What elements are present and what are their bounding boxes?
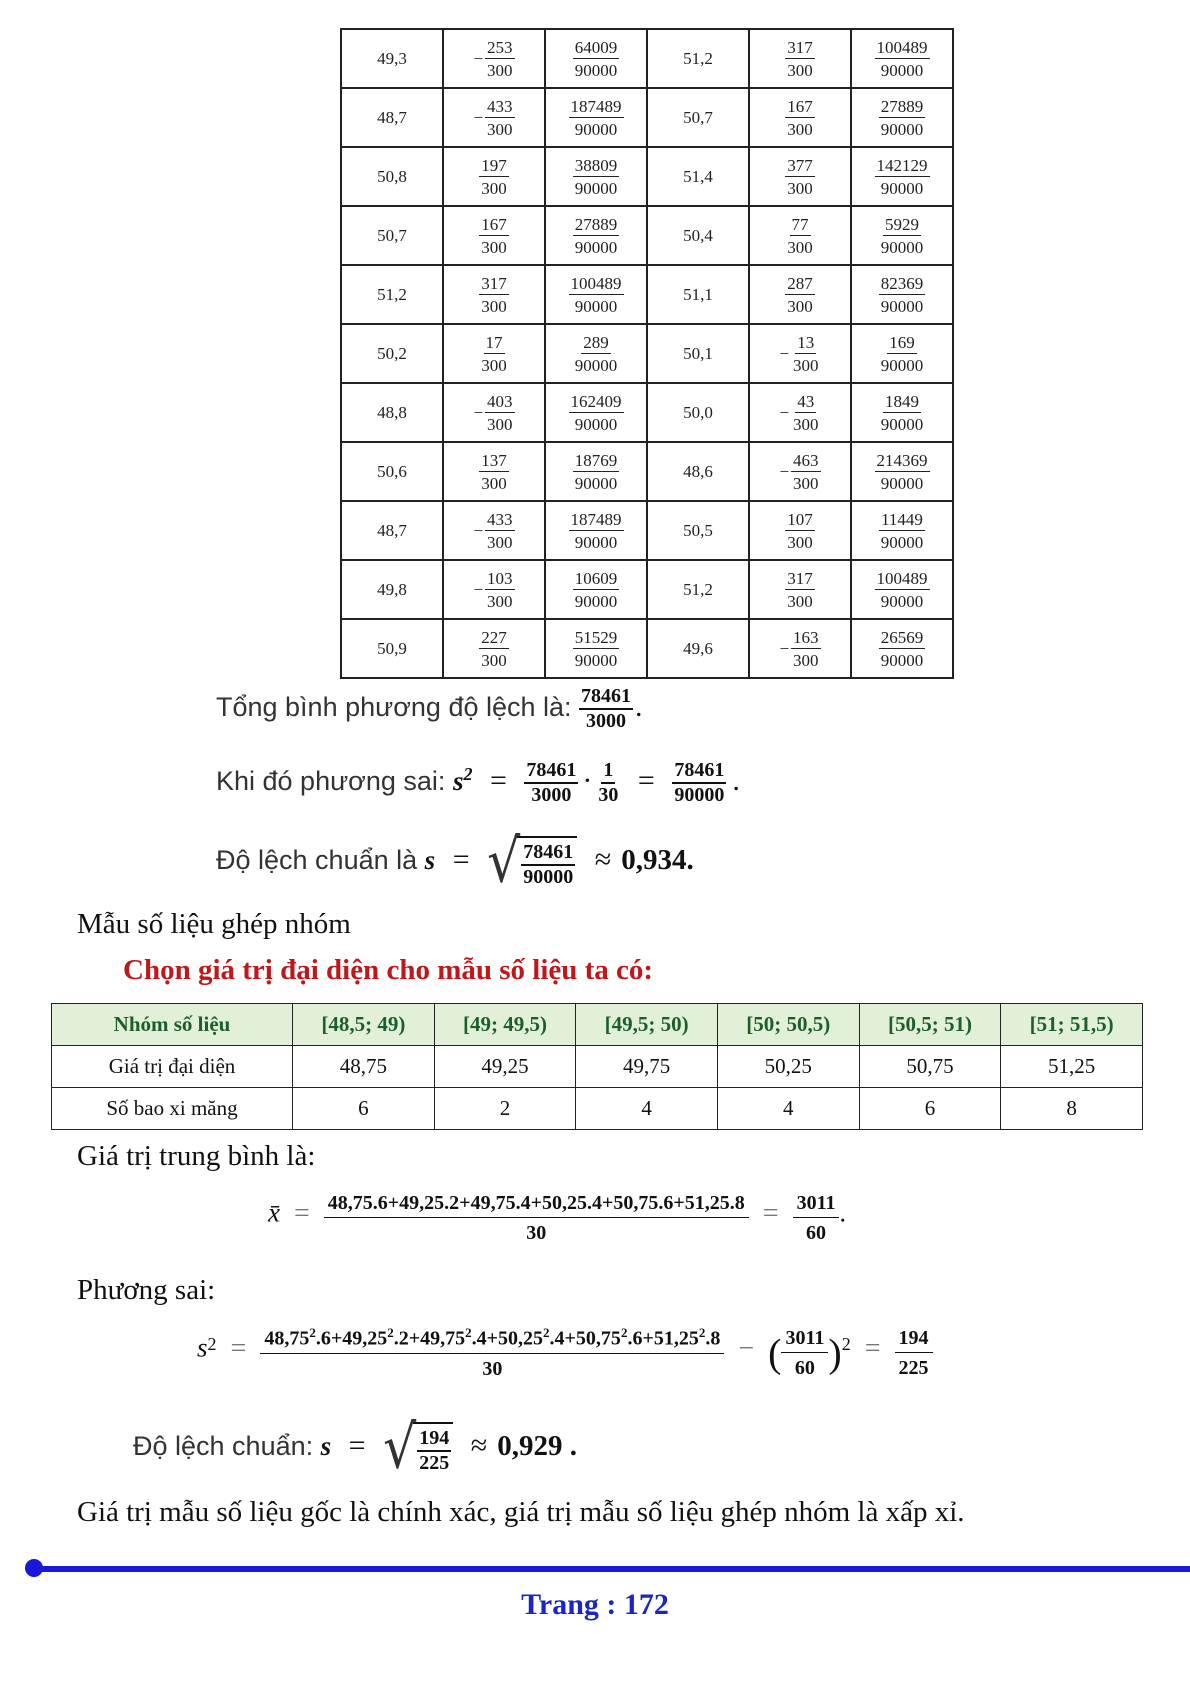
value-cell: 48,7 <box>341 501 443 560</box>
deviation-cell: $\frac{377}{300}$ <box>749 147 851 206</box>
sum-squares-line: Tổng bình phương độ lệch là: $\frac{78461}{3000}$ . <box>216 685 643 732</box>
stddev2-approx: 0,929 <box>497 1430 563 1463</box>
value-cell: 48,8 <box>341 383 443 442</box>
value-cell: 50,7 <box>341 206 443 265</box>
deviation-cell: $\frac{17}{300}$ <box>443 324 545 383</box>
count-value: 4 <box>717 1088 859 1130</box>
squared-deviation-cell: $\frac{10609}{90000}$ <box>545 560 647 619</box>
rep-value: 49,75 <box>576 1046 718 1088</box>
stddev-label: Độ lệch chuẩn là <box>216 845 418 876</box>
value-cell: 51,2 <box>647 560 749 619</box>
deviation-cell: − $\frac{43}{300}$ <box>749 383 851 442</box>
variance2-term: .6+49,25 <box>315 1327 388 1350</box>
count-value: 6 <box>859 1088 1001 1130</box>
rep-label: Giá trị đại diện <box>52 1046 293 1088</box>
variance2-mean-fraction: $\frac{3011}{60}$ <box>781 1327 828 1379</box>
deviation-row <box>341 442 953 501</box>
squared-deviation-cell: $\frac{100489}{90000}$ <box>851 560 953 619</box>
squared-deviation-cell: $\frac{187489}{90000}$ <box>545 501 647 560</box>
deviation-cell: $\frac{317}{300}$ <box>749 560 851 619</box>
deviation-row <box>341 501 953 560</box>
sum-squares-fraction: $\frac{78461}{3000}$ <box>581 685 632 732</box>
page-number: Trang : 172 <box>521 1588 669 1621</box>
group-interval: [48,5; 49) <box>293 1004 435 1046</box>
deviation-cell: − $\frac{13}{300}$ <box>749 324 851 383</box>
deviation-cell: $\frac{227}{300}$ <box>443 619 545 678</box>
squared-deviation-cell: $\frac{187489}{90000}$ <box>545 88 647 147</box>
deviation-row <box>341 206 953 265</box>
deviation-cell: − $\frac{433}{300}$ <box>443 501 545 560</box>
deviation-cell: − $\frac{163}{300}$ <box>749 619 851 678</box>
deviation-row <box>341 29 953 88</box>
variance2-label: Phương sai: <box>77 1274 216 1306</box>
value-cell: 51,4 <box>647 147 749 206</box>
conclusion-text: Giá trị mẫu số liệu gốc là chính xác, giá trị mẫu số liệu ghép nhóm là xấp xỉ. <box>77 1496 965 1528</box>
footer-divider <box>26 1566 1190 1572</box>
variance2-formula: $s^2$ = $\frac{48,75^2.6+49,25^2.2+49,75^2.4+50,25^2.4+50,75^2.6+51,25^2.8}{30}$ − ( $\frac{3011}{60}$ )$^2$ = $\frac{194}{225}$ <box>197 1326 933 1380</box>
count-value: 6 <box>293 1088 435 1130</box>
deviation-cell: $\frac{107}{300}$ <box>749 501 851 560</box>
grouped-title: Mẫu số liệu ghép nhóm <box>77 908 351 940</box>
deviation-cell: $\frac{167}{300}$ <box>749 88 851 147</box>
group-interval: [50,5; 51) <box>859 1004 1001 1046</box>
group-interval: [49,5; 50) <box>576 1004 718 1046</box>
sqrt-expression: √ $\frac{78461}{90000}$ <box>487 836 577 888</box>
value-cell: 49,3 <box>341 29 443 88</box>
deviation-cell: − $\frac{403}{300}$ <box>443 383 545 442</box>
rep-value: 50,25 <box>717 1046 859 1088</box>
mean-fraction: $\frac{48,75.6+49,25.2+49,75.4+50,25.4+50,75.6+51,25.8}{30}$ <box>324 1192 749 1244</box>
squared-deviation-cell: $\frac{64009}{90000}$ <box>545 29 647 88</box>
squared-deviation-cell: $\frac{5929}{90000}$ <box>851 206 953 265</box>
stddev2-label: Độ lệch chuẩn: <box>133 1431 314 1462</box>
grouped-table-rep-row <box>52 1046 1143 1088</box>
group-header-label: Nhóm số liệu <box>52 1004 293 1046</box>
mean-label: Giá trị trung bình là: <box>77 1140 316 1172</box>
squared-deviation-cell: $\frac{162409}{90000}$ <box>545 383 647 442</box>
squared-deviation-cell: $\frac{142129}{90000}$ <box>851 147 953 206</box>
rep-value: 48,75 <box>293 1046 435 1088</box>
deviation-cell: − $\frac{253}{300}$ <box>443 29 545 88</box>
value-cell: 50,2 <box>341 324 443 383</box>
deviation-cell: − $\frac{103}{300}$ <box>443 560 545 619</box>
squared-deviation-cell: $\frac{289}{90000}$ <box>545 324 647 383</box>
deviation-cell: $\frac{137}{300}$ <box>443 442 545 501</box>
group-interval: [51; 51,5) <box>1001 1004 1143 1046</box>
value-cell: 50,7 <box>647 88 749 147</box>
value-cell: 50,0 <box>647 383 749 442</box>
deviation-cell: $\frac{317}{300}$ <box>443 265 545 324</box>
value-cell: 50,1 <box>647 324 749 383</box>
count-label: Số bao xi măng <box>52 1088 293 1130</box>
deviation-cell: $\frac{77}{300}$ <box>749 206 851 265</box>
variance2-term: .8 <box>705 1327 721 1350</box>
value-cell: 49,6 <box>647 619 749 678</box>
rep-value: 50,75 <box>859 1046 1001 1088</box>
variance-fraction-2: $\frac{1}{30}$ <box>598 759 619 806</box>
count-value: 4 <box>576 1088 718 1130</box>
sum-squares-label: Tổng bình phương độ lệch là: <box>216 692 572 723</box>
grouped-table <box>51 1003 1143 1130</box>
value-cell: 50,5 <box>647 501 749 560</box>
squared-deviation-cell: $\frac{100489}{90000}$ <box>851 29 953 88</box>
deviation-cell: $\frac{167}{300}$ <box>443 206 545 265</box>
deviation-cell: − $\frac{433}{300}$ <box>443 88 545 147</box>
count-value: 2 <box>434 1088 576 1130</box>
deviation-row <box>341 147 953 206</box>
variance2-result: $\frac{194}{225}$ <box>895 1327 933 1379</box>
squared-deviation-cell: $\frac{214369}{90000}$ <box>851 442 953 501</box>
stddev-approx: 0,934. <box>621 844 694 877</box>
value-cell: 48,7 <box>341 88 443 147</box>
variance2-fraction: $\frac{48,75^2.6+49,25^2.2+49,75^2.4+50,25^2.4+50,75^2.6+51,25^2.8}{30}$ <box>260 1326 724 1380</box>
value-cell: 50,6 <box>341 442 443 501</box>
footer-divider-dot <box>25 1559 43 1577</box>
squared-deviation-cell: $\frac{51529}{90000}$ <box>545 619 647 678</box>
group-interval: [50; 50,5) <box>717 1004 859 1046</box>
grouped-heading: Chọn giá trị đại diện cho mẫu số liệu ta có: <box>123 954 654 986</box>
stddev2-line: Độ lệch chuẩn: s = √ $\frac{194}{225}$ ≈ 0,929 . <box>133 1413 577 1483</box>
value-cell: 50,8 <box>341 147 443 206</box>
value-cell: 51,2 <box>341 265 443 324</box>
variance-label: Khi đó phương sai: <box>216 766 446 797</box>
deviation-row <box>341 88 953 147</box>
group-interval: [49; 49,5) <box>434 1004 576 1046</box>
variance2-term: 48,75 <box>264 1327 310 1350</box>
squared-deviation-cell: $\frac{11449}{90000}$ <box>851 501 953 560</box>
variance-line: Khi đó phương sai: $s^2$ = $\frac{78461}{3000}$ · $\frac{1}{30}$ = $\frac{78461}{90000}$ . <box>216 759 740 806</box>
variance2-term: .4+50,25 <box>471 1327 544 1350</box>
squared-deviation-cell: $\frac{27889}{90000}$ <box>545 206 647 265</box>
grouped-table-header <box>52 1004 1143 1046</box>
variance2-term: .6+51,25 <box>627 1327 699 1350</box>
value-cell: 51,2 <box>647 29 749 88</box>
value-cell: 50,9 <box>341 619 443 678</box>
count-value: 8 <box>1001 1088 1143 1130</box>
mean-result: $\frac{3011}{60}$ <box>793 1192 840 1244</box>
sqrt-expression-2: √ $\frac{194}{225}$ <box>383 1422 453 1474</box>
grouped-table-count-row <box>52 1088 1143 1130</box>
deviation-cell: $\frac{197}{300}$ <box>443 147 545 206</box>
variance2-term: .4+50,75 <box>549 1327 621 1350</box>
rep-value: 49,25 <box>434 1046 576 1088</box>
squared-deviation-cell: $\frac{100489}{90000}$ <box>545 265 647 324</box>
value-cell: 48,6 <box>647 442 749 501</box>
stddev-line: Độ lệch chuẩn là s = √ $\frac{78461}{90000}$ ≈ 0,934. <box>216 827 694 897</box>
variance-fraction-1: $\frac{78461}{3000}$ <box>526 759 577 806</box>
deviation-cell: $\frac{317}{300}$ <box>749 29 851 88</box>
deviation-table <box>340 28 954 679</box>
mean-formula: x̄ = $\frac{48,75.6+49,25.2+49,75.4+50,25.4+50,75.6+51,25.8}{30}$ = $\frac{3011}{60}$ . <box>268 1192 846 1244</box>
variance-result: $\frac{78461}{90000}$ <box>674 759 725 806</box>
squared-deviation-cell: $\frac{27889}{90000}$ <box>851 88 953 147</box>
squared-deviation-cell: $\frac{38809}{90000}$ <box>545 147 647 206</box>
deviation-row <box>341 560 953 619</box>
deviation-cell: − $\frac{463}{300}$ <box>749 442 851 501</box>
squared-deviation-cell: $\frac{169}{90000}$ <box>851 324 953 383</box>
squared-deviation-cell: $\frac{1849}{90000}$ <box>851 383 953 442</box>
variance2-term: .2+49,75 <box>393 1327 466 1350</box>
value-cell: 49,8 <box>341 560 443 619</box>
deviation-row <box>341 383 953 442</box>
deviation-row <box>341 324 953 383</box>
deviation-row <box>341 265 953 324</box>
value-cell: 50,4 <box>647 206 749 265</box>
value-cell: 51,1 <box>647 265 749 324</box>
squared-deviation-cell: $\frac{18769}{90000}$ <box>545 442 647 501</box>
squared-deviation-cell: $\frac{82369}{90000}$ <box>851 265 953 324</box>
deviation-row <box>341 619 953 678</box>
rep-value: 51,25 <box>1001 1046 1143 1088</box>
squared-deviation-cell: $\frac{26569}{90000}$ <box>851 619 953 678</box>
deviation-cell: $\frac{287}{300}$ <box>749 265 851 324</box>
